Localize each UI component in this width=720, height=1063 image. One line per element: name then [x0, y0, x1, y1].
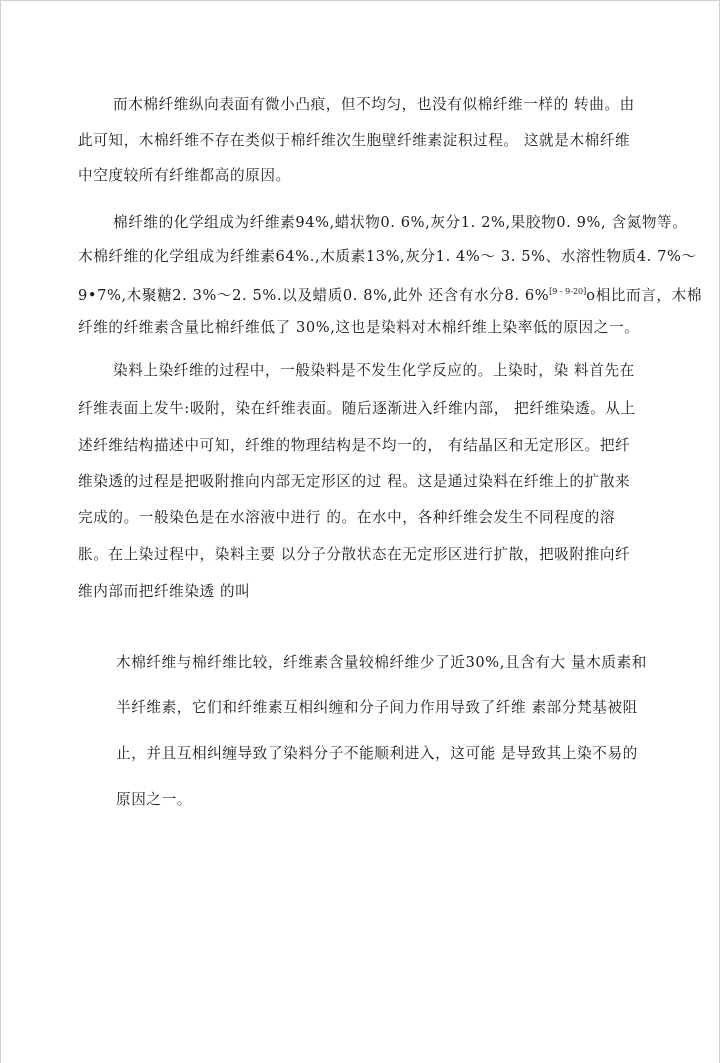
paragraph-2-line-3-tail: o相比而言，木棉 — [586, 286, 703, 304]
paragraph-1-line-2: 此可知，木棉纤维不存在类似于棉纤维次生胞壁纤维素淀积过程。 这就是木棉纤维 — [78, 132, 631, 149]
paragraph-1-line-1: 而木棉纤维纵向表面有微小凸痕，但不均匀，也没有似棉纤维一样的 转曲。由 — [113, 96, 635, 113]
paragraph-3-line-2: 纤维表面上发牛:吸附，染在纤维表面。随后逐渐进入纤维内部， 把纤维染透。从上 — [78, 400, 636, 417]
paragraph-1-line-3: 中空度较所有纤维都高的原因。 — [78, 167, 291, 184]
paragraph-4-line-1: 木棉纤维与棉纤维比较，纤维素含量较棉纤维少了近30%,且含有大 量木质素和 — [116, 654, 647, 671]
paragraph-3-line-7: 维内部而把纤维染透 的叫 — [78, 583, 251, 600]
paragraph-3-line-1: 染料上染纤维的过程中，一般染料是不发生化学反应的。上染时，染 料首先在 — [113, 362, 635, 379]
citation-ref: [9 - 9-20] — [549, 287, 587, 296]
paragraph-2-line-3 — [78, 282, 703, 306]
paragraph-4-line-3: 止，并且互相纠缠导致了染料分子不能顺利进入，这可能 是导致其上染不易的 — [116, 745, 638, 762]
paragraph-2-line-4: 纤维的纤维素含量比棉纤维低了 30%,这也是染料对木棉纤维上染率低的原因之一。 — [78, 319, 640, 336]
paragraph-3-line-5: 完成的。一般染色是在水溶液中进行 的。在水中，各种纤维会发生不同程度的溶 — [78, 509, 616, 526]
paragraph-4-line-4: 原因之一。 — [116, 791, 192, 808]
paragraph-2-line-2: 木棉纤维的化学组成为纤维素64%.,木质素13%,灰分1. 4%～ 3. 5%、水溶性物质4. 7%～ — [78, 248, 697, 265]
paragraph-4-line-2: 半纤维素，它们和纤维素互相纠缠和分子间力作用导致了纤维 素部分梵基被阻 — [116, 699, 638, 716]
paragraph-3-line-6: 胀。在上染过程中，染料主要 以分子分散状态在无定形区进行扩散，把吸附推向纤 — [78, 546, 631, 563]
paragraph-2-line-1: 棉纤维的化学组成为纤维素94%,蜡状物0. 6%,灰分1. 2%,果胶物0. 9%, 含氮物等。 — [113, 214, 688, 231]
paragraph-2-line-3-text: 9•7%,木聚糖2. 3%～2. 5%.以及蜡质0. 8%,此外 还含有水分8. 6% — [78, 286, 550, 304]
page-border-left — [0, 0, 1, 1063]
paragraph-3-line-4: 维染透的过程是把吸附推向内部无定形区的过 程。这是通过染料在纤维上的扩散来 — [78, 473, 631, 490]
page-border-top — [0, 0, 720, 1]
paragraph-3-line-3: 述纤维结构描述中可知，纤维的物理结构是不均一的， 有结晶区和无定形区。把纤 — [78, 437, 631, 454]
